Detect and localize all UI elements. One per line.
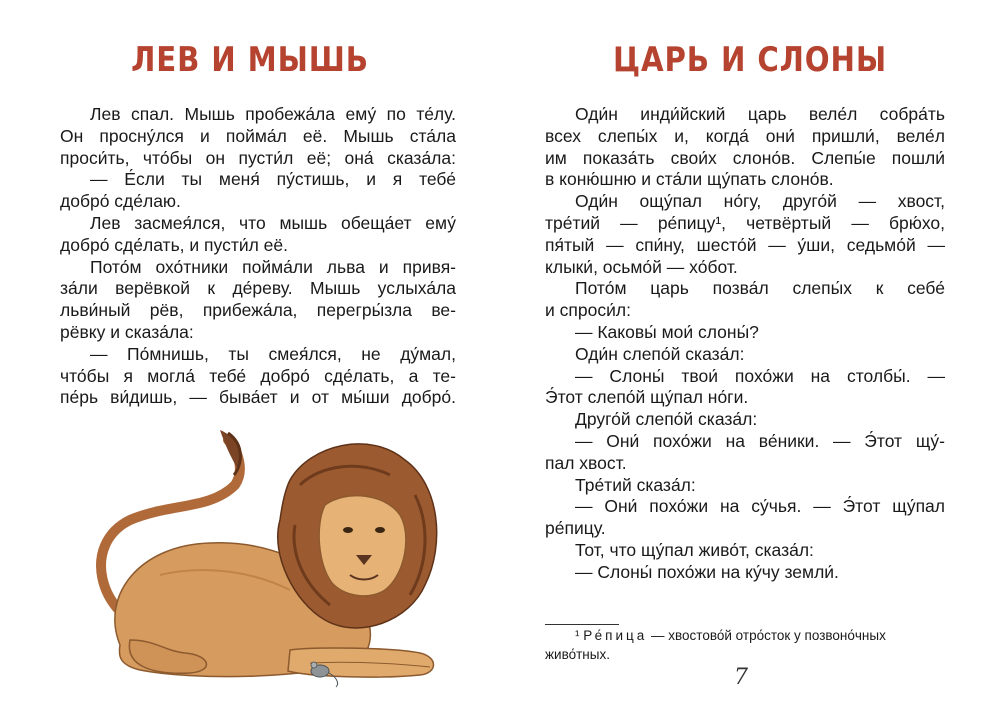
text-line: — Слоны́ похо́жи на ку́чу земли́. [575,561,839,582]
text-line: — Е́сли ты меня́ пу́стишь, и я тебе́ [90,169,456,190]
text-line: добро́ сде́лаю. [60,191,181,212]
text-line: Лев спал. Мышь пробежа́ла ему́ по те́лу. [90,104,456,124]
text-line: льви́ный рёв, прибежа́ла, перегры́зла ве- [60,300,456,321]
text-line: добро́ сде́лать, и пусти́л её. [60,234,289,255]
text-line: тре́тий — ре́пицу¹, четвёртый — брю́хо, [545,212,945,233]
text-line: что́бы я могла́ тебе́ добро́ сде́лать, а те- [60,365,456,386]
text-line: — Они́ похо́жи на ве́ники. — Э́тот щу́- [575,430,945,451]
text-line: — Слоны́ твои́ похо́жи на столбы́. — [575,365,945,386]
story-title-tsar-and-elephants: ЦАРЬ И СЛОНЫ [612,40,887,80]
text-line: Он просну́лся и пойма́л её. Мышь ста́ла [60,125,456,146]
text-line: Лев засмея́лся, что мышь обеща́ет ему́ [90,212,456,233]
text-line: — По́мнишь, ты смея́лся, не ду́мал, [90,343,456,364]
footnote-line-1 [545,626,955,645]
page-number: 7 [734,665,748,690]
text-line: — Каковы́ мои́ слоны́? [575,321,759,342]
text-line: пя́тый — спи́ну, шесто́й — у́ши, седьмо́й — [545,234,945,255]
story-text-tsar-and-elephants [545,104,945,584]
footnote-term: Ре́пица [583,628,648,643]
text-line: Оди́н инди́йский царь веле́л собра́ть [575,104,945,124]
text-line: ре́пицу. [545,518,606,539]
text-line: клыки́, осьмо́й — хо́бот. [545,256,738,277]
right-page [500,0,1000,719]
text-line: Э́тот слепо́й щу́пал но́ги. [545,387,749,408]
footnote-line-2: живо́тных. [545,647,610,662]
text-line: за́ли верёвкой к де́реву. Мышь услыха́ла [60,278,456,299]
footnote-divider [545,624,619,625]
footnote [545,626,955,664]
text-line: пе́рь ви́дишь, — быва́ет и от мы́ши добро́. [60,387,456,408]
text-line: всех слепы́х и, когда́ они́ пришли́, веле́л [545,125,945,146]
text-line: Друго́й слепо́й сказа́л: [575,409,758,430]
footnote-definition: — хвостово́й отро́сток у позвоно́чных [647,628,886,643]
lion-illustration [60,425,460,690]
text-line: Тре́тий сказа́л: [575,474,696,495]
text-line: — Они́ похо́жи на су́чья. — Э́тот щу́пал [575,496,945,517]
story-text-lion-and-mouse [60,104,456,409]
story-title-lion-and-mouse: ЛЕВ И МЫШЬ [131,40,369,80]
text-line: рёвку и сказа́ла: [60,321,194,342]
text-line: Пото́м царь позва́л слепы́х к себе́ [575,278,945,299]
text-line: Пото́м охо́тники пойма́ли льва и привя- [90,256,456,277]
text-line: проси́ть, что́бы он пусти́л её; она́ сказа́ла: [60,147,456,168]
footnote-marker: ¹ [575,628,580,643]
text-line: пал хвост. [545,452,627,473]
text-line: в коню́шню и ста́ли щу́пать слоно́в. [545,169,834,190]
text-line: Оди́н слепо́й сказа́л: [575,343,745,364]
text-line: Тот, что щу́пал живо́т, сказа́л: [575,539,814,560]
text-line: Оди́н ощу́пал но́гу, друго́й — хвост, [575,191,945,212]
text-line: и спроси́л: [545,300,631,321]
text-line: им показа́ть свои́х слоно́в. Слепы́е пошли́ [545,147,945,168]
